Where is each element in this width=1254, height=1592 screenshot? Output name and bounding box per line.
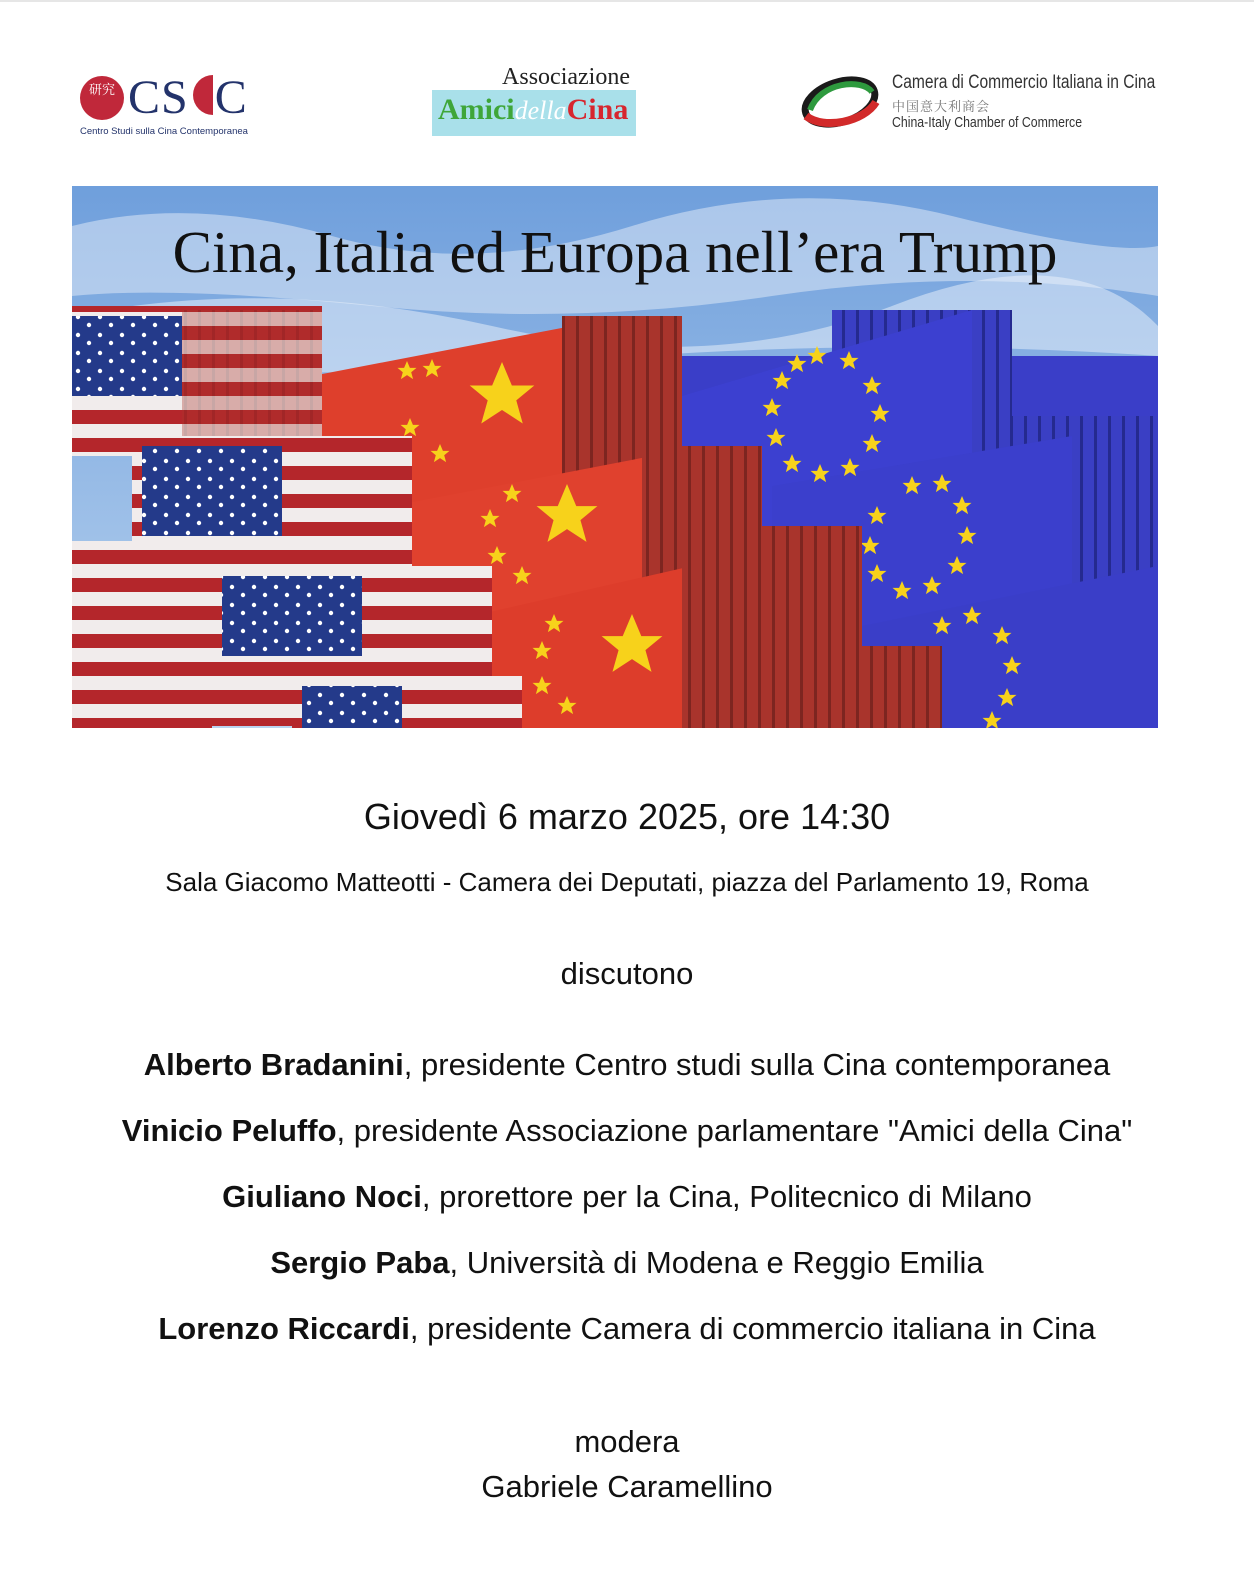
speaker-role: , prorettore per la Cina, Politecnico di Milano: [421, 1179, 1032, 1214]
event-date: Giovedì 6 marzo 2025, ore 14:30: [363, 796, 891, 837]
moderator-name: Gabriele Caramellino: [481, 1469, 773, 1504]
banner-image: [72, 186, 1158, 728]
chamber-name-zh: 中国意大利商会: [892, 100, 991, 115]
cina-word: Cina: [566, 93, 629, 126]
speaker-line: [0, 1113, 1254, 1149]
top-divider: [0, 0, 1254, 2]
csc-wordmark: CS C: [128, 71, 248, 124]
speaker-line: [0, 1047, 1254, 1083]
speaker-name: Sergio Paba: [270, 1245, 450, 1280]
csc-subtitle: Centro Studi sulla Cina Contemporanea: [80, 126, 248, 137]
banner-title: Cina, Italia ed Europa nell’era Trump: [172, 219, 1058, 285]
speaker-role: , Università di Modena e Reggio Emilia: [449, 1245, 984, 1280]
discussants-label: discutono: [560, 956, 694, 991]
amici-associazione-label: Associazione: [502, 64, 630, 90]
speaker-line: [0, 1245, 1254, 1281]
csc-seal-icon: 研究: [80, 76, 124, 120]
speaker-name: Giuliano Noci: [222, 1179, 422, 1214]
amici-name-box: [432, 90, 636, 136]
event-venue: Sala Giacomo Matteotti - Camera dei Deputati, piazza del Parlamento 19, Roma: [165, 867, 1089, 897]
speaker-name: Alberto Bradanini: [143, 1047, 404, 1082]
speaker-name: Lorenzo Riccardi: [158, 1311, 410, 1346]
speaker-role: , presidente Camera di commercio italiana in Cina: [409, 1311, 1096, 1346]
chamber-swirl-icon: [800, 72, 880, 132]
chamber-name-it: Camera di Commercio Italiana in Cina: [892, 72, 1156, 93]
amici-word: Amici: [438, 93, 515, 126]
speaker-role: , presidente Centro studi sulla Cina contemporanea: [403, 1047, 1111, 1082]
speaker-line: [0, 1311, 1254, 1347]
speaker-line: [0, 1179, 1254, 1215]
chamber-name-en: China-Italy Chamber of Commerce: [892, 114, 1083, 131]
speaker-name: Vinicio Peluffo: [121, 1113, 337, 1148]
amici-della-cina-logo: [432, 64, 636, 140]
della-word: della: [514, 96, 567, 125]
csc-logo: [80, 72, 270, 142]
moderator-label: modera: [574, 1424, 680, 1459]
chamber-of-commerce-logo: [800, 68, 1160, 138]
speaker-role: , presidente Associazione parlamentare "Amici della Cina": [336, 1113, 1133, 1148]
